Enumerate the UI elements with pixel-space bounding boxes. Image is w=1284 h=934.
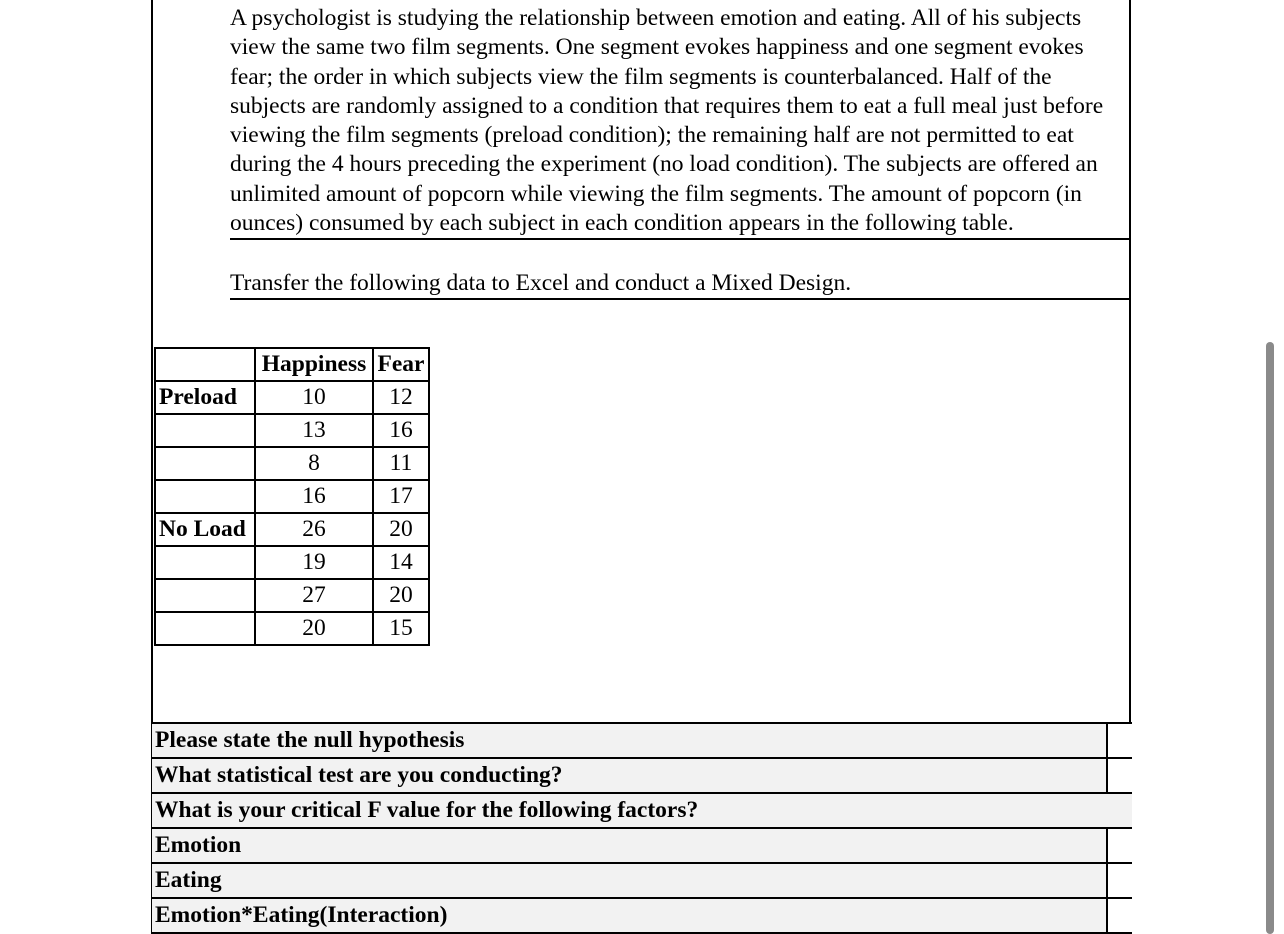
row-label-cell[interactable] [155, 447, 255, 480]
question-row [152, 757, 1132, 792]
problem-statement: A psychologist is studying the relationship between emotion and eating. All of his subjects view the same two film segments. One segment evokes happiness and one segment evokes fear; the order in which subjects view the film segments is counterbalanced. Half of the subjects are randomly assigned to a condition that requires them to eat a full meal just before viewing the film segments (preload condition); the remaining half are not permitted to eat during the 4 hours preceding the experiment (no load condition). The subjects are offered an unlimited amount of popcorn while viewing the film segments. The amount of popcorn (in ounces) consumed by each subject in each condition appears in the following table. [230, 4, 1130, 240]
answer-input-cell[interactable] [1106, 759, 1132, 792]
question-row [152, 827, 1132, 862]
question-row [152, 897, 1132, 934]
row-label-cell[interactable] [155, 480, 255, 513]
instruction-text: Transfer the following data to Excel and conduct a Mixed Design. [230, 269, 1130, 300]
happiness-value-cell[interactable]: 8 [255, 447, 373, 480]
table-row [155, 447, 429, 480]
row-label-cell[interactable] [155, 414, 255, 447]
question-text: Emotion*Eating(Interaction) [155, 902, 448, 928]
popcorn-data-table [154, 347, 430, 646]
row-label-cell[interactable]: Preload [155, 381, 255, 414]
question-row [152, 792, 1132, 827]
table-row [155, 414, 429, 447]
question-text: What is your critical F value for the following factors? [155, 797, 699, 823]
happiness-value-cell[interactable]: 27 [255, 579, 373, 612]
table-row [155, 612, 429, 645]
happiness-value-cell[interactable]: 13 [255, 414, 373, 447]
fear-value-cell[interactable]: 15 [373, 612, 429, 645]
question-row [152, 862, 1132, 897]
question-row [152, 722, 1132, 757]
answer-input-cell[interactable] [1106, 724, 1132, 757]
header-cell-happiness[interactable]: Happiness [255, 348, 373, 381]
row-label-cell[interactable] [155, 579, 255, 612]
fear-value-cell[interactable]: 11 [373, 447, 429, 480]
table-row [155, 513, 429, 546]
fear-value-cell[interactable]: 12 [373, 381, 429, 414]
table-row [155, 546, 429, 579]
question-text: What statistical test are you conducting? [155, 762, 563, 788]
fear-value-cell[interactable]: 14 [373, 546, 429, 579]
answer-input-cell[interactable] [1106, 829, 1132, 862]
header-cell-blank[interactable] [155, 348, 255, 381]
question-list [152, 722, 1132, 934]
answer-input-cell[interactable] [1106, 899, 1132, 932]
happiness-value-cell[interactable]: 26 [255, 513, 373, 546]
happiness-value-cell[interactable]: 10 [255, 381, 373, 414]
scrollbar-thumb[interactable] [1266, 342, 1274, 934]
happiness-value-cell[interactable]: 19 [255, 546, 373, 579]
table-row [155, 381, 429, 414]
question-text: Please state the null hypothesis [155, 727, 465, 753]
answer-input-cell[interactable] [1106, 864, 1132, 897]
row-label-cell[interactable] [155, 612, 255, 645]
fear-value-cell[interactable]: 17 [373, 480, 429, 513]
fear-value-cell[interactable]: 16 [373, 414, 429, 447]
happiness-value-cell[interactable]: 20 [255, 612, 373, 645]
table-row [155, 579, 429, 612]
table-row [155, 480, 429, 513]
row-label-cell[interactable] [155, 546, 255, 579]
fear-value-cell[interactable]: 20 [373, 513, 429, 546]
header-cell-fear[interactable]: Fear [373, 348, 429, 381]
happiness-value-cell[interactable]: 16 [255, 480, 373, 513]
question-text: Emotion [155, 832, 242, 858]
question-text: Eating [155, 867, 222, 893]
fear-value-cell[interactable]: 20 [373, 579, 429, 612]
table-header-row [155, 348, 429, 381]
row-label-cell[interactable]: No Load [155, 513, 255, 546]
